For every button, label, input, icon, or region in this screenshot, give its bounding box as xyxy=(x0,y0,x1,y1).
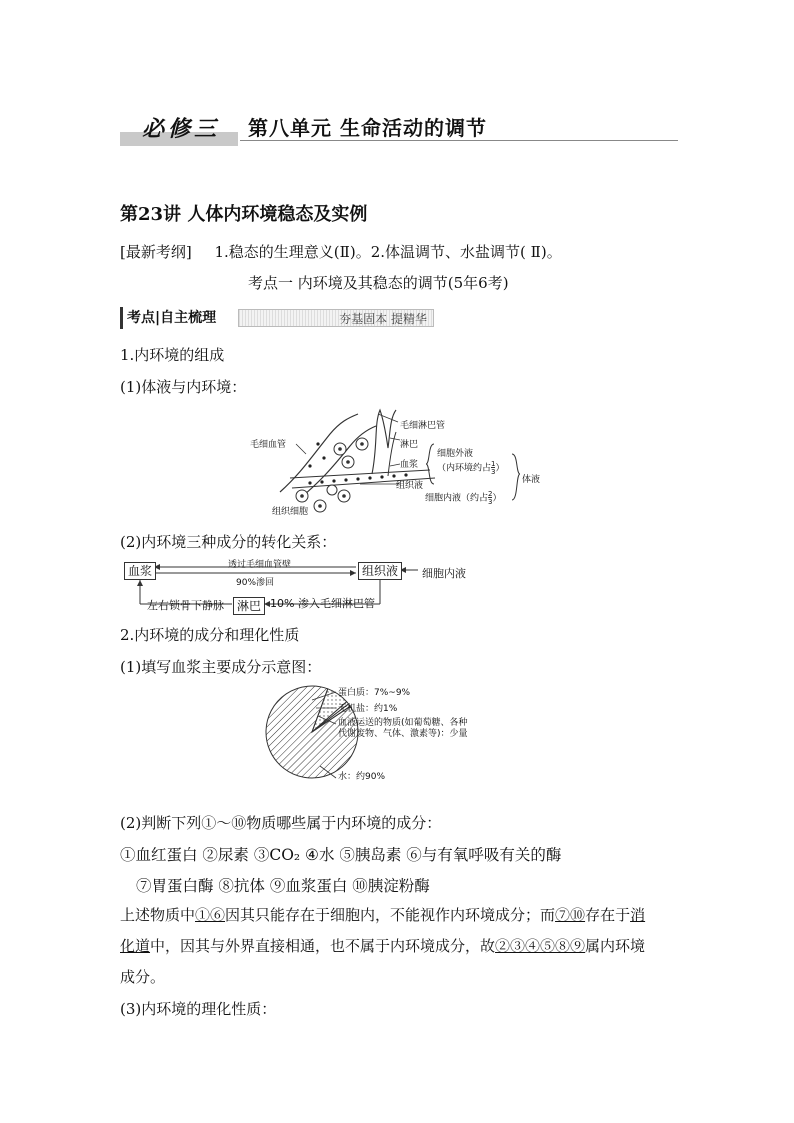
book-badge xyxy=(120,110,238,146)
p1c: 存在于 xyxy=(585,906,631,924)
p1u3: 消 xyxy=(630,906,646,924)
pie-label-line: 代谢废物、气体、激素等)：少量 xyxy=(338,729,468,739)
label-lymph-capillary: 毛细淋巴管 xyxy=(400,421,446,431)
subheading-1: (1)体液与内环境： xyxy=(120,378,247,396)
frac1-den: 3 xyxy=(491,468,496,476)
pie-label xyxy=(338,688,410,699)
p2b: 属内环境 xyxy=(585,937,646,955)
box-tissue-fluid: 组织液 xyxy=(358,562,402,580)
icf-pre: 细胞内液（约占 xyxy=(425,493,489,504)
label-tissue-cell: 组织细胞 xyxy=(272,507,309,517)
frac2-den: 3 xyxy=(488,498,493,506)
pie-label-line: 无机盐：约1% xyxy=(338,704,398,714)
label-body-fluid: 体液 xyxy=(522,475,541,485)
para-line-3: 成分。 xyxy=(120,968,166,986)
pie-label-line: 蛋白质：7%~9% xyxy=(338,688,411,698)
label-through-wall: 透过毛细血管壁 xyxy=(228,560,292,570)
label-ecf-note xyxy=(437,460,505,476)
box-plasma: 血浆 xyxy=(124,562,156,580)
label-capillary: 毛细血管 xyxy=(250,440,287,450)
heading-1: 1.内环境的组成 xyxy=(120,346,225,364)
subheading-3: (1)填写血浆主要成分示意图： xyxy=(120,658,322,676)
ecf-note-pre: （内环境约占 xyxy=(437,463,492,474)
section-tag xyxy=(120,307,434,329)
p2u1: 化道 xyxy=(120,937,151,955)
pie-label xyxy=(338,704,397,715)
pie-label-line: 血液运送的物质(如葡萄糖、各种 xyxy=(338,718,468,728)
items-line-1: ①血红蛋白 ②尿素 ③CO₂ ④水 ⑤胰岛素 ⑥与有氧呼吸有关的酶 xyxy=(120,846,562,864)
pie-leader-lines xyxy=(300,686,340,786)
lecture-title: 第23讲 人体内环境稳态及实例 xyxy=(120,204,368,225)
label-icf xyxy=(425,490,502,506)
subheading-2: (2)内环境三种成分的转化关系： xyxy=(120,533,337,551)
p2a: 中，因其与外界直接相通，也不属于内环境成分，故 xyxy=(150,937,496,955)
para-line-1 xyxy=(120,904,645,925)
label-ecf: 细胞外液 xyxy=(437,449,474,459)
pie-label xyxy=(338,772,385,783)
subheading-4: (2)判断下列①～⑩物质哪些属于内环境的成分： xyxy=(120,814,442,832)
label-icf-2: 细胞内液 xyxy=(422,567,466,580)
p1b: 因其只能存在于细胞内，不能视作内环境成分；而 xyxy=(225,906,556,924)
para-line-2 xyxy=(120,935,645,956)
items-line-2: ⑦胃蛋白酶 ⑧抗体 ⑨血浆蛋白 ⑩胰淀粉酶 xyxy=(136,877,430,895)
syllabus-text: 1.稳态的生理意义(Ⅱ)。2.体温调节、水盐调节( Ⅱ)。 xyxy=(214,243,562,261)
pie-label xyxy=(338,718,468,740)
syllabus-label: [最新考纲] xyxy=(120,243,192,261)
pie-label-line: 水：约90% xyxy=(338,772,386,782)
subheading-5: (3)内环境的理化性质： xyxy=(120,1000,277,1018)
heading-2: 2.内环境的成分和理化性质 xyxy=(120,626,300,644)
frac2-num: 2 xyxy=(488,490,493,498)
syllabus xyxy=(120,241,562,262)
section-tag-left: 考点|自主梳理 xyxy=(120,307,220,329)
frac1-num: 1 xyxy=(491,460,496,468)
label-subclavian: 左右锁骨下静脉 xyxy=(147,599,224,612)
p1u1: ①⑥ xyxy=(195,906,226,924)
label-10-lymph: 10% 渗入毛细淋巴管 xyxy=(270,597,375,610)
p1a: 上述物质中 xyxy=(120,906,196,924)
p2u2: ②③④⑤⑧⑨ xyxy=(495,937,586,955)
book-title: 必修三 xyxy=(142,116,221,142)
icf-post: ） xyxy=(492,493,502,504)
label-plasma: 血浆 xyxy=(400,460,419,470)
section-tag-right: 夯基固本 提精华 xyxy=(238,309,434,327)
box-lymph: 淋巴 xyxy=(233,597,265,615)
label-90-return: 90%渗回 xyxy=(236,578,275,588)
header-rule xyxy=(240,140,678,141)
label-tissue-fluid: 组织液 xyxy=(396,481,424,491)
unit-title: 第八单元 生命活动的调节 xyxy=(248,116,487,140)
ecf-note-post: ） xyxy=(495,463,505,474)
p1u2: ⑦⑩ xyxy=(555,906,586,924)
label-lymph: 淋巴 xyxy=(400,440,419,450)
exam-point: 考点一 内环境及其稳态的调节(5年6考) xyxy=(248,274,509,292)
